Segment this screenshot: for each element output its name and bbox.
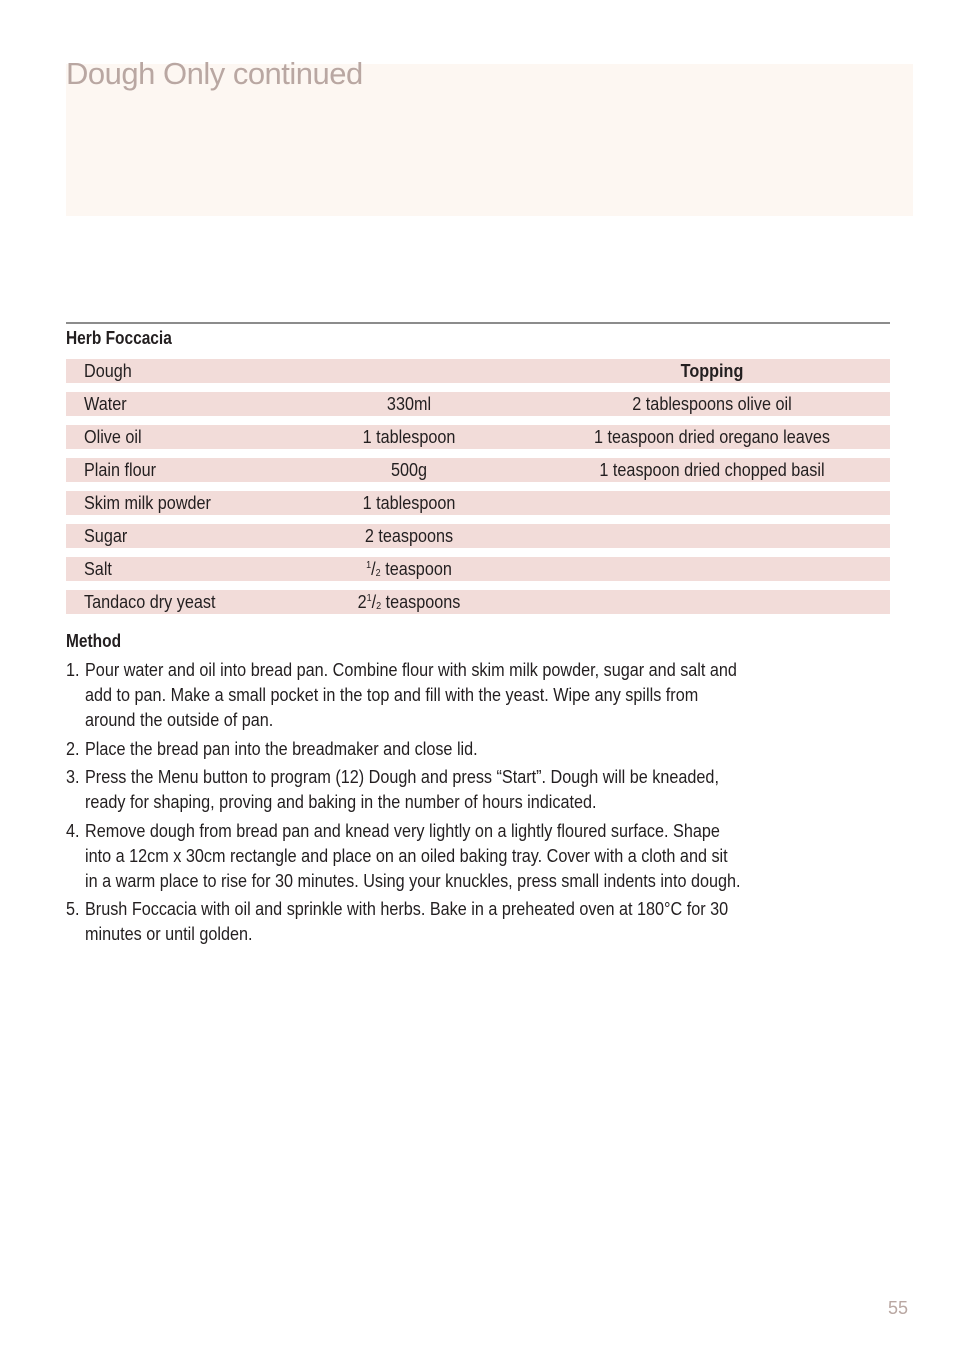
step-text-line: Place the bread pan into the breadmaker and close lid. [85,738,478,759]
step-text-line: minutes or until golden. [85,924,253,944]
method-step [66,737,890,762]
ingredient-row: Olive oil 1 tablespoon 1 teaspoon dried oregano leaves [66,425,890,449]
step-number: 2. [66,738,80,759]
ingredient-name: Sugar [84,526,128,546]
method-step [66,897,890,947]
fraction-denominator: 2 [376,601,382,612]
step-number: 4. [66,820,80,841]
method-step [66,658,890,733]
ingredient-row: Water 330ml 2 tablespoons olive oil [66,392,890,416]
ingredient-row: Plain flour 500g 1 teaspoon dried chopped basil [66,458,890,482]
step-text-line: ready for shaping, proving and baking in the number of hours indicated. [85,792,597,812]
page-number: 55 [888,1298,909,1318]
ingredient-name: Plain flour [84,460,157,480]
ingredients-table [66,359,890,623]
ingredient-name: Olive oil [84,427,142,447]
step-text-line: Pour water and oil into bread pan. Combine flour with skim milk powder, sugar and salt and [85,660,737,680]
step-text-line: around the outside of pan. [85,710,274,730]
step-text-line: into a 12cm x 30cm rectangle and place on an oiled baking tray. Cover with a cloth and sit [85,845,728,866]
ingredient-row: Sugar 2 teaspoons [66,524,890,548]
step-number: 1. [66,660,80,680]
step-number: 5. [66,899,80,919]
step-text-line: add to pan. Make a small pocket in the top and fill with the yeast. Wipe any spills from [85,685,699,705]
fraction-numerator: 1 [366,560,372,571]
section-divider [66,322,890,324]
ingredient-name: Skim milk powder [84,493,211,513]
fraction-numerator: 1 [366,593,372,604]
dough-column-label: Dough [84,361,132,381]
ingredients-header-row: Dough Topping [66,359,890,383]
quantity-whole: 2 [357,592,367,612]
ingredient-row [66,557,890,581]
recipe-title: Herb Foccacia [66,328,172,348]
quantity-unit: teaspoon [385,559,452,579]
method-steps [66,658,890,951]
ingredient-name: Water [84,394,127,414]
quantity-fraction: $^1$/2 [366,592,382,612]
step-text-line: Remove dough from bread pan and knead very lightly on a lightly floured surface. Shape [85,820,720,841]
ingredient-name: Tandaco dry yeast [84,592,216,612]
step-number: 3. [66,767,80,787]
ingredient-name: Salt [84,559,112,579]
page-title: Dough Only continued [66,56,363,91]
step-text-line: in a warm place to rise for 30 minutes. Using your knuckles, press small indents into dough. [85,870,741,891]
quantity-unit: teaspoons [385,592,461,612]
method-step [66,765,890,815]
method-step [66,819,890,894]
fraction-denominator: 2 [375,568,381,579]
step-text-line: Brush Foccacia with oil and sprinkle with herbs. Bake in a preheated oven at 180°C for 30 [85,899,729,919]
quantity-fraction: $^1$/2 [366,559,381,579]
ingredient-row: Skim milk powder 1 tablespoon [66,491,890,515]
step-text-line: Press the Menu button to program (12) Dough and press “Start”. Dough will be kneaded, [85,767,719,787]
ingredient-row [66,590,890,614]
method-heading: Method [66,631,122,651]
